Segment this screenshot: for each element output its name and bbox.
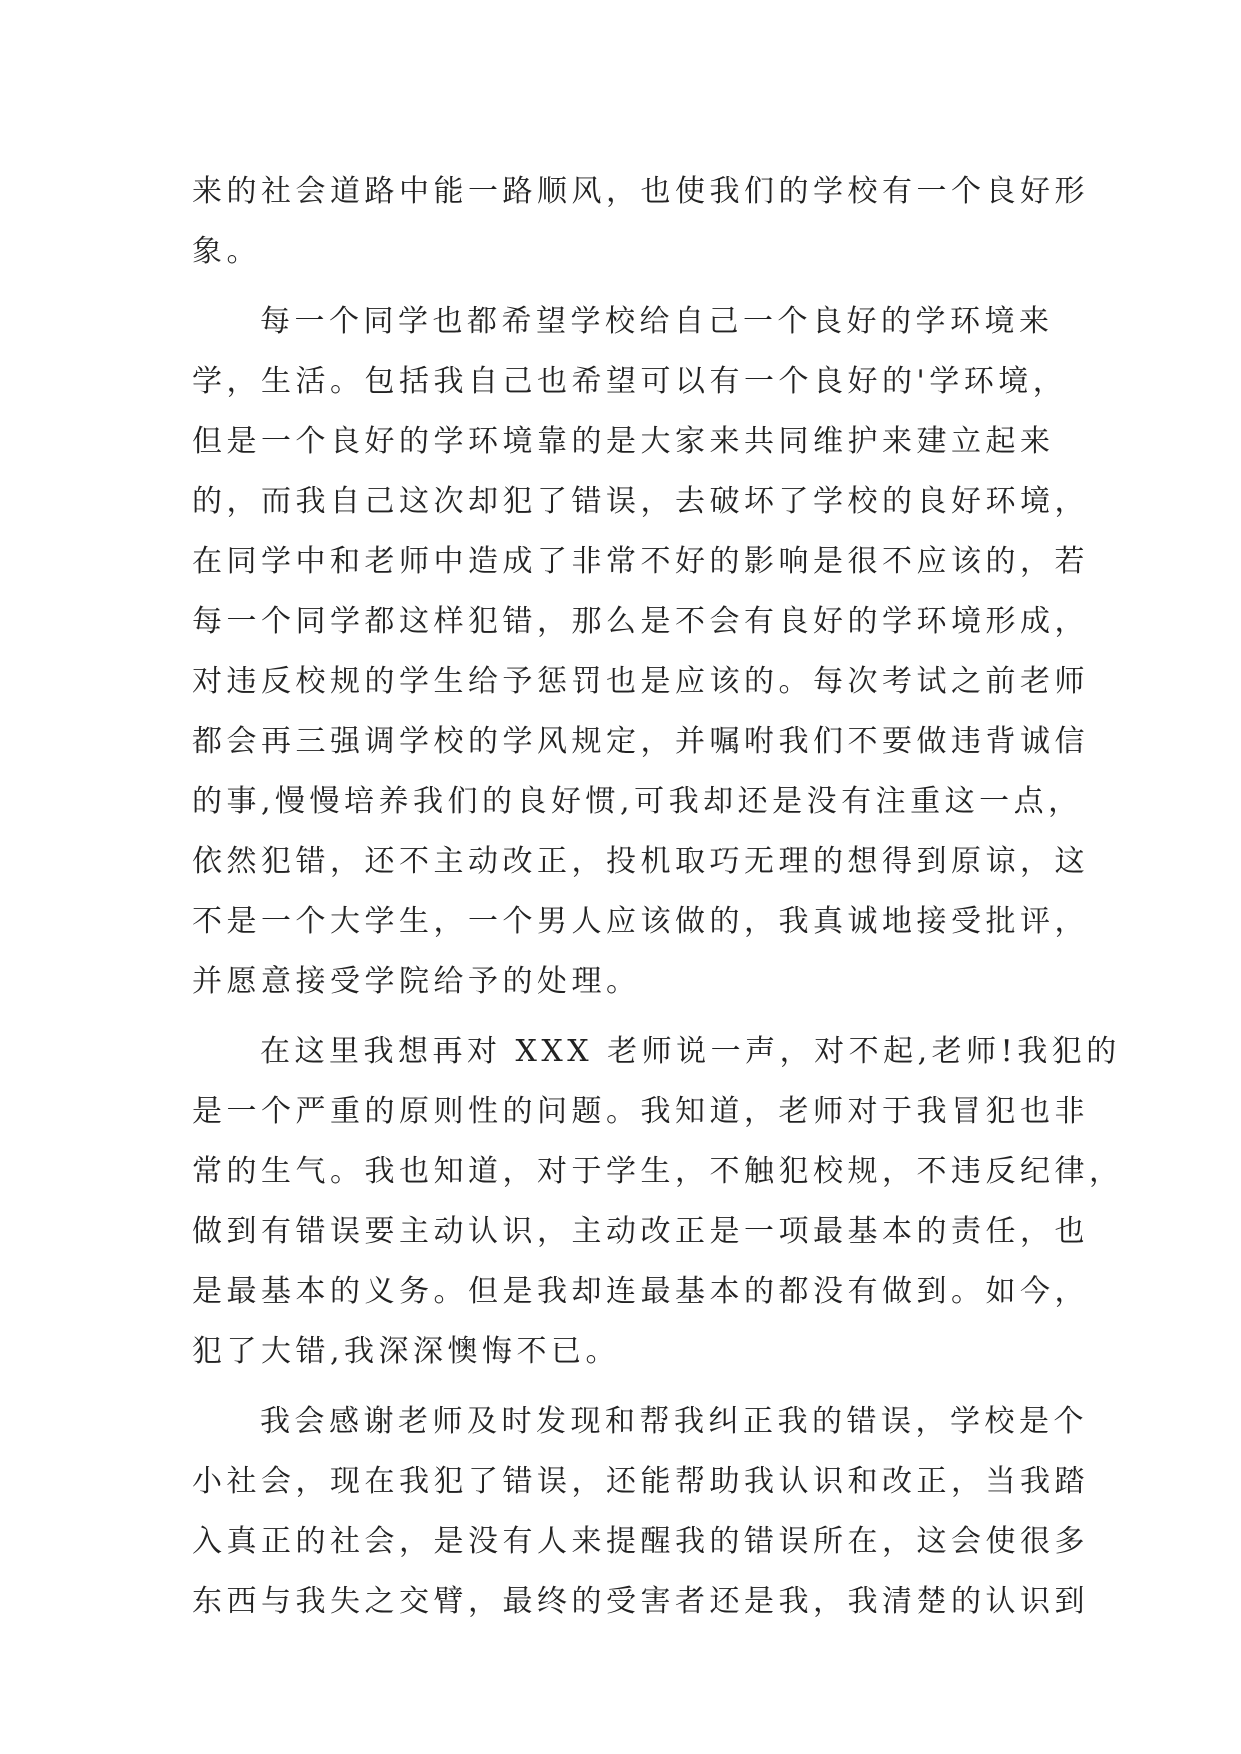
paragraph-3 xyxy=(192,1022,1124,1382)
text-line: 我会感谢老师及时发现和帮我纠正我的错误，学校是个 xyxy=(260,1404,1088,1439)
text-line: 小社会，现在我犯了错误，还能帮助我认识和改正，当我踏 xyxy=(192,1464,1089,1499)
text-line: 常的生气。我也知道，对于学生，不触犯校规，不违反纪律， xyxy=(192,1154,1124,1189)
text-line: 的事,慢慢培养我们的良好惯,可我却还是没有注重这一点， xyxy=(192,784,1083,819)
text-line: 是最基本的义务。但是我却连最基本的都没有做到。如今， xyxy=(192,1274,1089,1309)
text-line: 是一个严重的原则性的问题。我知道，老师对于我冒犯也非 xyxy=(192,1094,1089,1129)
paragraph-1 xyxy=(192,162,1089,282)
text-line: 在这里我想再对 XXX 老师说一声，对不起,老师!我犯的 xyxy=(260,1034,1121,1069)
text-line: 不是一个大学生，一个男人应该做的，我真诚地接受批评， xyxy=(192,904,1089,939)
text-line: 学，生活。包括我自己也希望可以有一个良好的'学环境， xyxy=(192,364,1068,399)
text-line: 每一个同学也都希望学校给自己一个良好的学环境来 xyxy=(260,304,1054,339)
text-line: 并愿意接受学院给予的处理。 xyxy=(192,964,641,999)
text-line: 对违反校规的学生给予惩罚也是应该的。每次考试之前老师 xyxy=(192,664,1089,699)
text-line: 入真正的社会，是没有人来提醒我的错误所在，这会使很多 xyxy=(192,1524,1089,1559)
text-line: 犯了大错,我深深懊悔不已。 xyxy=(192,1334,621,1369)
text-line: 都会再三强调学校的学风规定，并嘱咐我们不要做违背诚信 xyxy=(192,724,1089,759)
text-line: 在同学中和老师中造成了非常不好的影响是很不应该的，若 xyxy=(192,544,1089,579)
text-line: 每一个同学都这样犯错，那么是不会有良好的学环境形成， xyxy=(192,604,1089,639)
text-line: 的，而我自己这次却犯了错误，去破坏了学校的良好环境， xyxy=(192,484,1089,519)
text-line: 来的社会道路中能一路顺风，也使我们的学校有一个良好形 xyxy=(192,174,1089,209)
document-page xyxy=(192,162,1124,1632)
text-line: 依然犯错，还不主动改正，投机取巧无理的想得到原谅，这 xyxy=(192,844,1089,879)
text-line: 象。 xyxy=(192,234,261,269)
paragraph-4 xyxy=(192,1392,1089,1632)
text-line: 但是一个良好的学环境靠的是大家来共同维护来建立起来 xyxy=(192,424,1055,459)
text-line: 东西与我失之交臂，最终的受害者还是我，我清楚的认识到 xyxy=(192,1584,1089,1619)
text-line: 做到有错误要主动认识，主动改正是一项最基本的责任，也 xyxy=(192,1214,1089,1249)
paragraph-2 xyxy=(192,292,1089,1012)
